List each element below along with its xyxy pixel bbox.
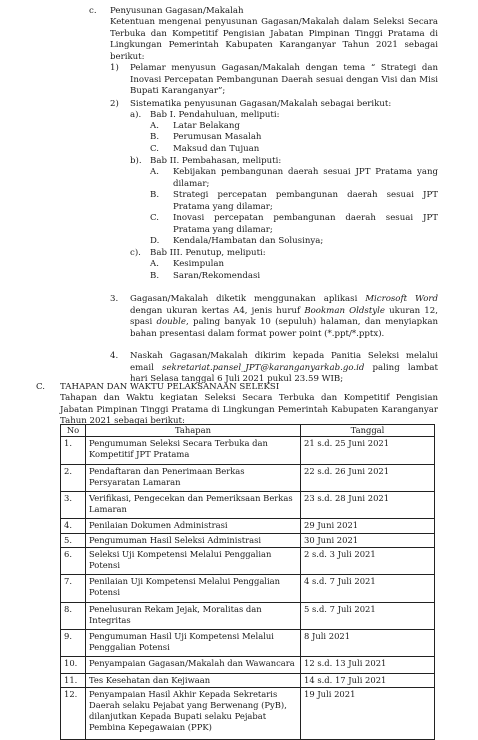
cell-no: 7. — [61, 575, 86, 602]
table-row — [61, 437, 435, 464]
cell-no: 12. — [61, 687, 86, 739]
point-text: Kebijakan pembangunan daerah sesuai JPT Pratama yang dilamar; — [173, 167, 438, 189]
point-text: Kesimpulan — [173, 259, 225, 269]
table-row — [61, 602, 435, 629]
point-text: Inovasi percepatan pembangunan daerah sesuai JPT Pratama yang dilamar; — [173, 213, 438, 235]
cell-tahapan: Pengumuman Seleksi Secara Terbuka dan Kompetitif JPT Pratama — [86, 437, 301, 464]
column-header-tahapan: Tahapan — [86, 425, 301, 437]
table-row — [61, 533, 435, 547]
point-text: Saran/Rekomendasi — [173, 271, 261, 281]
cell-tanggal: 5 s.d. 7 Juli 2021 — [301, 602, 435, 629]
point-text: Strategi percepatan pembangunan daerah sesuai JPT Pratama yang dilamar; — [173, 190, 438, 212]
table-row — [61, 657, 435, 673]
point-marker: C. — [150, 213, 160, 223]
table-row — [61, 547, 435, 574]
section-intro: Tahapan dan Waktu kegiatan Seleksi Secara Terbuka dan Kompetitif Pengisian Jabatan Pimpinan Tinggi Pratama di Lingkungan Pemerintah Kabupaten Karanganyar Tahun 2021 sebagai berikut: — [60, 393, 438, 427]
cell-no: 6. — [61, 547, 86, 574]
point-marker: A. — [150, 167, 159, 177]
email-address: sekretariat.pansel_JPT@karanganyarkab.go.id — [162, 362, 365, 373]
cell-tanggal: 29 Juni 2021 — [301, 519, 435, 533]
point-text: Perumusan Masalah — [173, 132, 262, 142]
point-marker: B. — [150, 132, 160, 142]
cell-tanggal: 23 s.d. 28 Juni 2021 — [301, 492, 435, 519]
cell-no: 9. — [61, 630, 86, 657]
point-marker: A. — [150, 121, 159, 131]
cell-no: 8. — [61, 602, 86, 629]
bab-title: Bab II. Pembahasan, meliputi: — [150, 156, 282, 166]
cell-tahapan: Penilaian Uji Kompetensi Melalui Penggalian Potensi — [86, 575, 301, 602]
bab-marker: a). — [130, 110, 142, 120]
list-item-number: 3. — [110, 294, 119, 304]
subsection-intro: Ketentuan mengenai penyusunan Gagasan/Makalah dalam Seleksi Secara Terbuka dan Kompetitif Pengisian Jabatan Pimpinan Tinggi Pratama di Lingkungan Pemerintah Kabupaten Karanganyar Tahun 2021 sebagai berikut: — [110, 17, 438, 62]
column-header-tanggal: Tanggal — [301, 425, 435, 437]
cell-no: 11. — [61, 673, 86, 687]
cell-tanggal: 14 s.d. 17 Juli 2021 — [301, 673, 435, 687]
subsection-title: Penyusunan Gagasan/Makalah — [110, 6, 244, 16]
section-marker: C. — [36, 382, 46, 392]
schedule-table — [60, 424, 435, 740]
cell-no: 10. — [61, 657, 86, 673]
cell-tanggal: 12 s.d. 13 Juli 2021 — [301, 657, 435, 673]
point-text: Kendala/Hambatan dan Solusinya; — [173, 236, 324, 246]
cell-tanggal: 30 Juni 2021 — [301, 533, 435, 547]
column-header-no: No — [61, 425, 86, 437]
cell-tanggal: 2 s.d. 3 Juli 2021 — [301, 547, 435, 574]
list-item-text: Gagasan/Makalah diketik menggunakan aplikasi Microsoft Word dengan ukuran kertas A4, jenis huruf Bookman Oldstyle ukuran 12, spasi double, paling banyak 10 (sepuluh) halaman, dan menyiapkan bahan presentasi dalam format power point (*.ppt/*.pptx). — [130, 294, 439, 339]
list-item-number: 2) — [110, 99, 119, 109]
table-row — [61, 464, 435, 491]
cell-no: 4. — [61, 519, 86, 533]
cell-no: 3. — [61, 492, 86, 519]
table-row — [61, 519, 435, 533]
bab-title: Bab III. Penutup, meliputi: — [150, 248, 266, 258]
point-marker: B. — [150, 271, 160, 281]
table-row — [61, 673, 435, 687]
table-row — [61, 687, 435, 739]
table-row — [61, 575, 435, 602]
list-item-text: Pelamar menyusun Gagasan/Makalah dengan tema “ Strategi dan Inovasi Percepatan Pembangunan Daerah sesuai dengan Visi dan Misi Bupati Karanganyar”; — [130, 63, 438, 97]
bab-marker: b). — [130, 156, 142, 166]
point-marker: C. — [150, 144, 160, 154]
point-text: Latar Belakang — [173, 121, 240, 131]
cell-tahapan: Penelusuran Rekam Jejak, Moralitas dan Integritas — [86, 602, 301, 629]
cell-tahapan: Penyampaian Hasil Akhir Kepada Sekretaris Daerah selaku Pejabat yang Berwenang (PyB), dilanjutkan Kepada Bupati selaku Pejabat Pembina Kepegawaian (PPK) — [86, 687, 301, 739]
table-row — [61, 630, 435, 657]
cell-tahapan: Tes Kesehatan dan Kejiwaan — [86, 673, 301, 687]
cell-tahapan: Penyampaian Gagasan/Makalah dan Wawancara — [86, 657, 301, 673]
cell-tahapan: Penilaian Dokumen Administrasi — [86, 519, 301, 533]
cell-no: 5. — [61, 533, 86, 547]
table-header-row — [61, 425, 435, 437]
cell-tahapan: Pendaftaran dan Penerimaan Berkas Persyaratan Lamaran — [86, 464, 301, 491]
bab-title: Bab I. Pendahuluan, meliputi: — [150, 110, 280, 120]
cell-tanggal: 19 Juli 2021 — [301, 687, 435, 739]
point-text: Maksud dan Tujuan — [173, 144, 260, 154]
point-marker: D. — [150, 236, 160, 246]
cell-tanggal: 22 s.d. 26 Juni 2021 — [301, 464, 435, 491]
cell-tanggal: 8 Juli 2021 — [301, 630, 435, 657]
list-item-text: Sistematika penyusunan Gagasan/Makalah sebagai berikut: — [130, 99, 392, 109]
table-row — [61, 492, 435, 519]
cell-no: 1. — [61, 437, 86, 464]
bab-marker: c). — [130, 248, 141, 258]
subsection-marker: c. — [89, 6, 97, 16]
cell-no: 2. — [61, 464, 86, 491]
list-item-number: 4. — [110, 351, 119, 361]
point-marker: B. — [150, 190, 160, 200]
point-marker: A. — [150, 259, 159, 269]
cell-tanggal: 21 s.d. 25 Juni 2021 — [301, 437, 435, 464]
list-item-number: 1) — [110, 63, 119, 73]
list-item-text: Naskah Gagasan/Makalah dikirim kepada Panitia Seleksi melalui email sekretariat.pansel_JPT@karanganyarkab.go.id paling lambat hari Selasa tanggal 6 Juli 2021 pukul 23.59 WIB; — [130, 351, 438, 385]
section-title: TAHAPAN DAN WAKTU PELAKSANAAN SELEKSI — [60, 382, 280, 392]
cell-tahapan: Verifikasi, Pengecekan dan Pemeriksaan Berkas Lamaran — [86, 492, 301, 519]
cell-tanggal: 4 s.d. 7 Juli 2021 — [301, 575, 435, 602]
cell-tahapan: Pengumuman Hasil Seleksi Administrasi — [86, 533, 301, 547]
cell-tahapan: Pengumuman Hasil Uji Kompetensi Melalui Penggalian Potensi — [86, 630, 301, 657]
cell-tahapan: Seleksi Uji Kompetensi Melalui Penggalian Potensi — [86, 547, 301, 574]
